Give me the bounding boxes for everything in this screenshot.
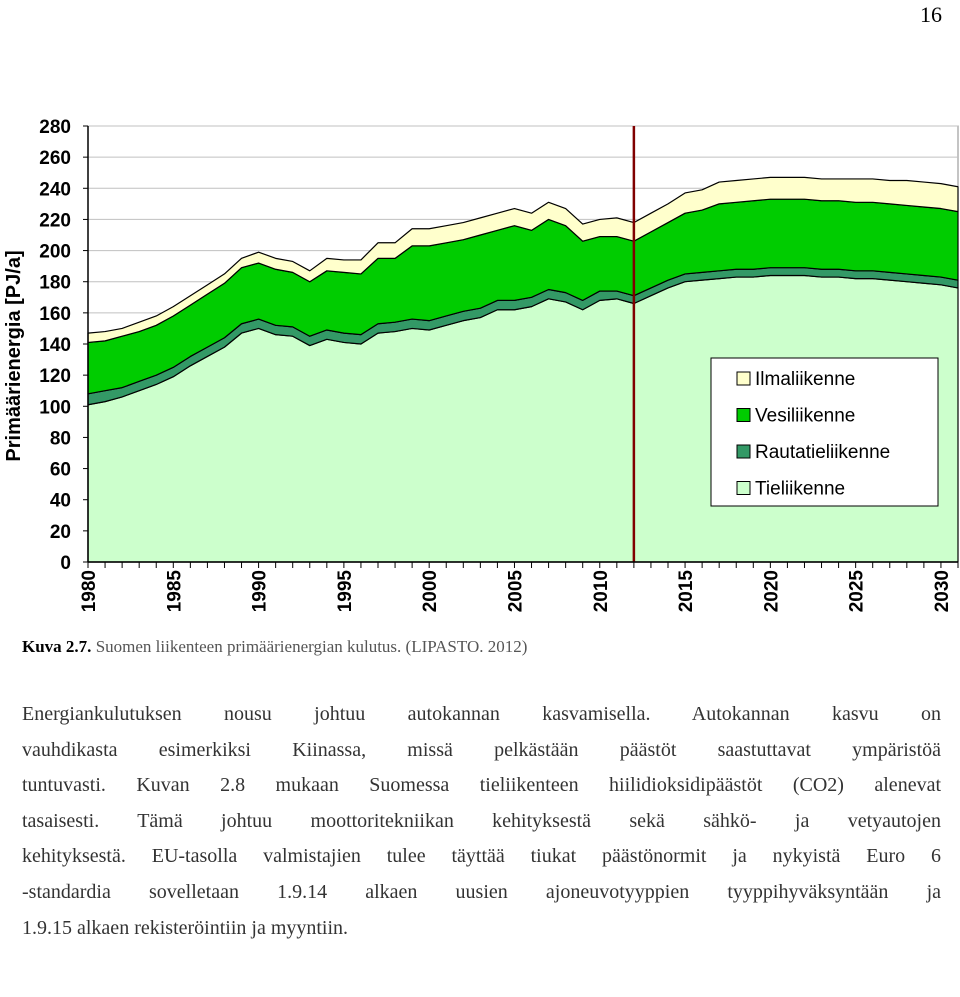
legend-swatch-ilmaliikenne <box>737 372 750 385</box>
y-tick-label: 260 <box>39 148 71 170</box>
legend-swatch-rautatieliikenne <box>737 445 750 458</box>
caption-text: Suomen liikenteen primäärienergian kulutus. (LIPASTO. 2012) <box>95 637 528 656</box>
y-tick-label: 80 <box>49 428 71 450</box>
x-tick-label: 2000 <box>420 570 442 613</box>
y-tick-label: 200 <box>39 241 71 263</box>
y-tick-label: 140 <box>39 335 71 356</box>
page-number: 16 <box>920 2 942 27</box>
y-tick-label: 160 <box>39 303 71 325</box>
body-line: tuntuvasti. Kuvan 2.8 mukaan Suomessa tieliikenteen hiilidioksidipäästöt (CO2) alenevat <box>22 774 941 797</box>
x-tick-label: 2015 <box>676 570 698 613</box>
legend-swatch-tieliikenne <box>737 482 750 495</box>
x-tick-label: 2005 <box>505 570 527 613</box>
y-tick-label: 40 <box>49 490 71 512</box>
y-tick-label: 100 <box>39 397 71 419</box>
caption-label: Kuva 2.7. <box>22 637 92 656</box>
figure-caption <box>22 637 942 657</box>
legend-label-rautatieliikenne: Rautatieliikenne <box>755 442 891 463</box>
body-paragraph <box>22 697 941 946</box>
y-tick-label: 120 <box>39 366 71 388</box>
body-line: 1.9.15 alkaen rekisteröintiin ja myyntiin. <box>22 916 349 939</box>
legend-label-vesiliikenne: Vesiliikenne <box>755 405 856 427</box>
y-tick-label: 180 <box>39 272 71 294</box>
x-tick-label: 1985 <box>164 570 186 613</box>
y-tick-label: 60 <box>49 459 71 481</box>
x-tick-label: 2025 <box>846 570 868 613</box>
stacked-area-chart <box>0 108 960 633</box>
y-tick-label: 0 <box>60 553 71 574</box>
y-tick-label: 240 <box>39 179 71 201</box>
x-tick-label: 2020 <box>761 570 783 613</box>
x-tick-label: 2010 <box>590 570 612 613</box>
y-axis-title: Primäärienergia [PJ/a] <box>3 250 25 462</box>
x-tick-label: 1980 <box>79 570 100 613</box>
y-tick-label: 20 <box>49 521 71 543</box>
body-line: vauhdikasta esimerkiksi Kiinassa, missä pelkästään päästöt saastuttavat ympäristöä <box>22 738 941 761</box>
body-line: tasaisesti. Tämä johtuu moottoritekniikan kehityksestä sekä sähkö- ja vetyautojen <box>22 809 941 832</box>
body-line: kehityksestä. EU-tasolla valmistajien tulee täyttää tiukat päästönormit ja nykyistä Euro 6 <box>22 845 941 868</box>
x-tick-label: 1990 <box>249 570 271 613</box>
x-tick-label: 2030 <box>931 570 953 613</box>
body-line: -standardia sovelletaan 1.9.14 alkaen uusien ajoneuvotyyppien tyyppihyväksyntään ja <box>22 880 941 903</box>
body-line: Energiankulutuksen nousu johtuu autokannan kasvamisella. Autokannan kasvu on <box>22 703 941 725</box>
x-tick-label: 1995 <box>334 570 356 613</box>
legend-swatch-vesiliikenne <box>737 409 750 422</box>
y-tick-label: 280 <box>39 117 71 138</box>
legend-label-ilmaliikenne: Ilmaliikenne <box>755 369 856 390</box>
legend-label-tieliikenne: Tieliikenne <box>755 478 846 500</box>
y-tick-label: 220 <box>39 210 71 232</box>
